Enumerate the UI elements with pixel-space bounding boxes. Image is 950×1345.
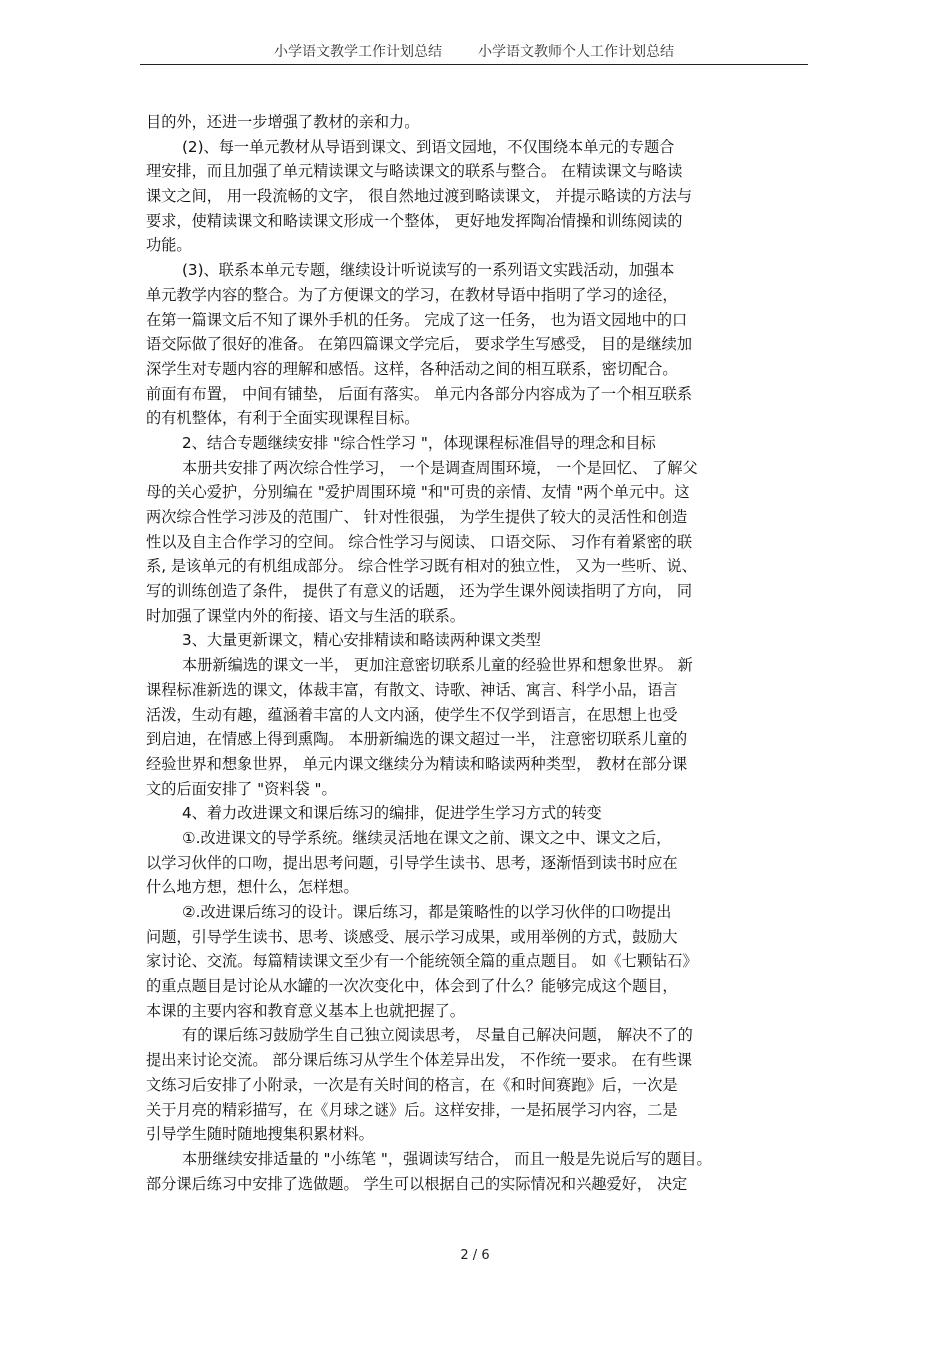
text-line: ②.改进课后练习的设计。课后练习，都是策略性的以学习伙伴的口吻提出	[182, 903, 672, 921]
text-line: 本课的主要内容和教育意义基本上也就把握了。	[146, 1001, 465, 1020]
text-line: 部分课后练习中安排了选做题。 学生可以根据自己的实际情况和兴趣爱好， 决定	[146, 1174, 688, 1193]
text-line: 的有机整体，有利于全面实现课程目标。	[146, 409, 420, 428]
text-line: 理安排，而且加强了单元精读课文与略读课文的联系与整合。 在精读课文与略读	[146, 162, 683, 181]
text-line: 4、着力改进课文和课后练习的编排，促进学生学习方式的转变	[182, 804, 602, 823]
text-line: 要求，使精读课文和略读课文形成一个整体， 更好地发挥陶冶情操和训练阅读的	[146, 211, 683, 230]
text-line: 系, 是该单元的有机组成部分。 综合性学习既有相对的独立性， 又为一些听、说、	[146, 557, 697, 576]
text-line: 活泼，生动有趣，蕴涵着丰富的人文内涵，使学生不仅学到语言，在思想上也受	[146, 705, 678, 724]
text-line: (2)、每一单元教材从导语到课文、到语文园地，不仅围绕本单元的专题合	[182, 137, 675, 156]
text-line: 3、大量更新课文，精心安排精读和略读两种课文类型	[182, 631, 541, 650]
text-line: 本册共安排了两次综合性学习， 一个是调查周围环境， 一个是回忆、 了解父	[182, 458, 698, 477]
text-line: 本册继续安排适量的 "小练笔 "，强调读写结合， 而且一般是先说后写的题目。	[182, 1149, 712, 1168]
text-line: 在第一篇课文后不知了课外手机的任务。 完成了这一任务， 也为语文园地中的口	[146, 310, 688, 329]
text-line: 以学习伙伴的口吻，提出思考问题，引导学生读书、思考，逐渐悟到读书时应在	[146, 853, 678, 872]
text-line: 经验世界和想象世界， 单元内课文继续分为精读和略读两种类型， 教材在部分课	[146, 754, 688, 773]
text-line: 2、结合专题继续安排 "综合性学习 "，体现课程标准倡导的理念和目标	[182, 433, 656, 452]
text-line: 引导学生随时随地搜集积累材料。	[146, 1125, 374, 1144]
text-line: 目的外，还进一步增强了教材的亲和力。	[146, 113, 420, 131]
text-line: 单元教学内容的整合。为了方便课文的学习，在教材导语中指明了学习的途径，	[146, 285, 678, 304]
page-number: 2 / 6	[460, 1248, 490, 1263]
text-line: 时加强了课堂内外的衔接、语文与生活的联系。	[146, 606, 465, 625]
text-line: 提出来讨论交流。 部分课后练习从学生个体差异出发， 不作统一要求。 在有些课	[146, 1051, 693, 1070]
text-line: 两次综合性学习涉及的范围广、 针对性很强， 为学生提供了较大的灵活性和创造	[146, 508, 688, 526]
header-text	[140, 41, 808, 61]
text-line: 文的后面安排了 "资料袋 "。	[146, 779, 337, 798]
text-line: 问题，引导学生读书、思考、谈感受、展示学习成果，或用举例的方式，鼓励大	[146, 927, 678, 946]
page-header	[140, 36, 808, 65]
text-line: (3)、联系本单元专题，继续设计听说读写的一系列语文实践活动，加强本	[182, 261, 675, 280]
text-line: 关于月亮的精彩描写，在《月球之谜》后。这样安排，一是拓展学习内容，二是	[146, 1100, 678, 1119]
text-line: 性以及自主合作学习的空间。 综合性学习与阅读、 口语交际、 习作有着紧密的联	[146, 532, 693, 551]
text-line: 有的课后练习鼓励学生自己独立阅读思考， 尽量自己解决问题， 解决不了的	[182, 1026, 693, 1045]
text-line: 到启迪，在情感上得到熏陶。 本册新编选的课文超过一半， 注意密切联系儿童的	[146, 730, 688, 749]
text-line: 深学生对专题内容的理解和感悟。这样，各种活动之间的相互联系，密切配合。	[146, 359, 678, 378]
text-line: 的重点题目是讨论从水罐的一次次变化中，体会到了什么？能够完成这个题目，	[146, 977, 678, 996]
text-line: 语交际做了很好的准备。 在第四篇课文学完后， 要求学生写感受， 目的是继续加	[146, 335, 693, 354]
header-left-title: 小学语文教学工作计划总结	[274, 44, 442, 60]
header-right-title: 小学语文教师个人工作计划总结	[478, 44, 674, 60]
document-body	[146, 110, 806, 1196]
text-line: 母的关心爱护，分别编在 "爱护周围环境 "和"可贵的亲情、友情 "两个单元中。这	[146, 483, 690, 502]
text-line: 写的训练创造了条件， 提供了有意义的话题， 还为学生课外阅读指明了方向， 同	[146, 582, 693, 601]
text-line: 本册新编选的课文一半， 更加注意密切联系儿童的经验世界和想象世界。 新	[182, 656, 693, 675]
text-line: 家讨论、交流。每篇精读课文至少有一个能统领全篇的重点题目。 如《七颗钻石》	[146, 952, 698, 971]
text-line: 什么地方想，想什么，怎样想。	[146, 878, 359, 897]
text-line: 课文之间， 用一段流畅的文字， 很自然地过渡到略读课文， 并提示略读的方法与	[146, 187, 693, 206]
text-line: 文练习后安排了小附录，一次是有关时间的格言，在《和时间赛跑》后，一次是	[146, 1075, 678, 1094]
text-line: 前面有布置， 中间有铺垫， 后面有落实。 单元内各部分内容成为了一个相互联系	[146, 384, 693, 403]
text-line: 课程标准新选的课文，体裁丰富，有散文、诗歌、神话、寓言、科学小品，语言	[146, 680, 678, 699]
text-line: 功能。	[146, 236, 192, 255]
text-line: ①.改进课文的导学系统。继续灵活地在课文之前、课文之中、课文之后，	[182, 828, 672, 847]
